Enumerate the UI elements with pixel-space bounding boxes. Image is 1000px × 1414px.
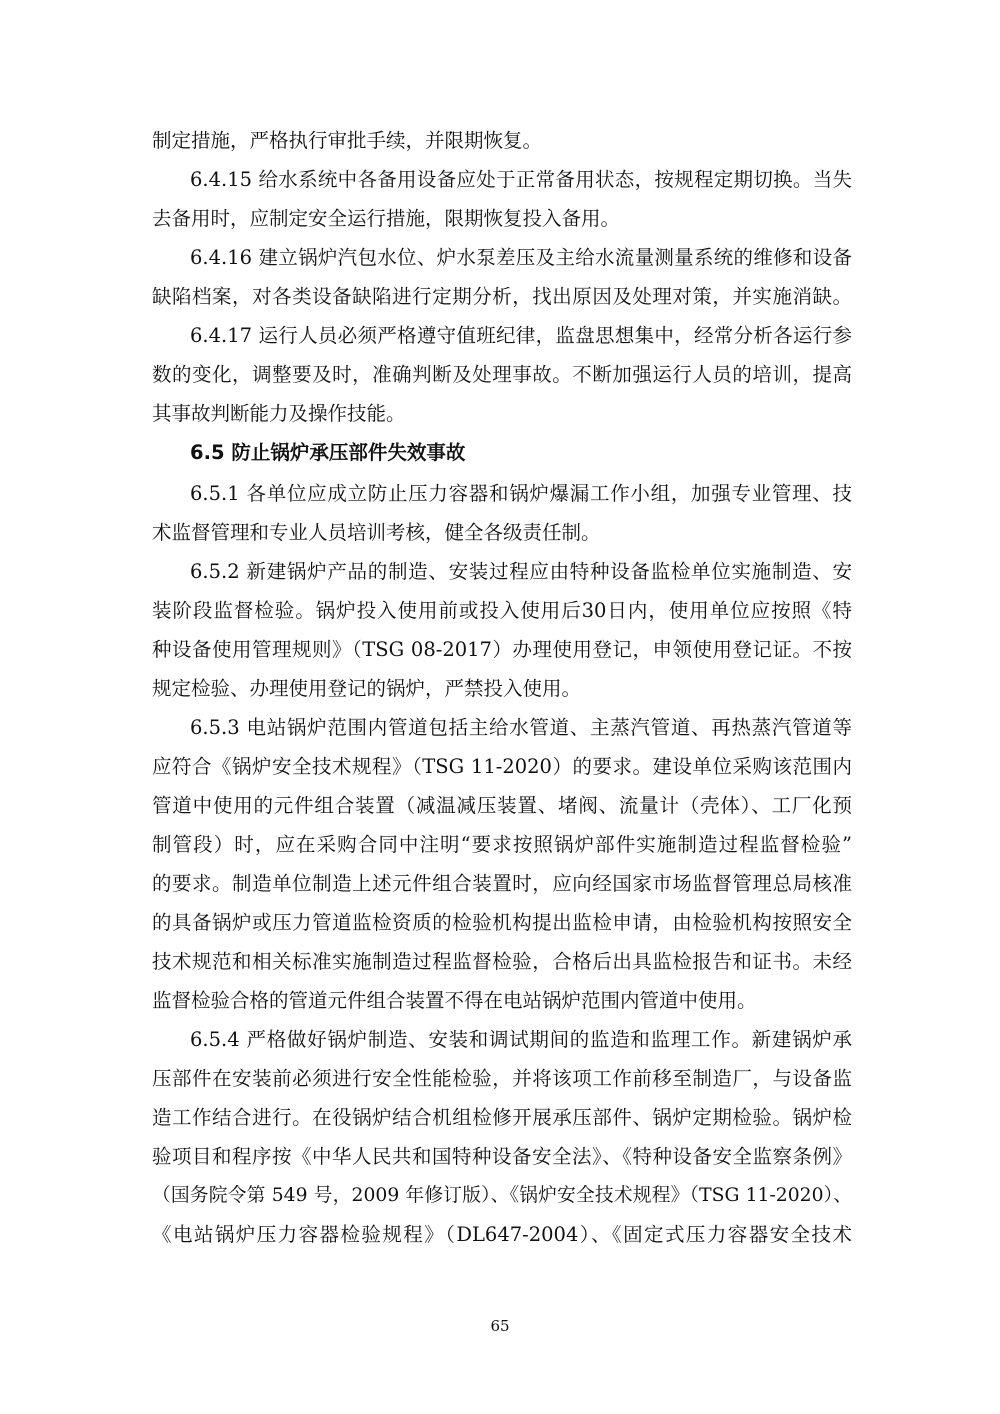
text-line: 6.5.4 严格做好锅炉制造、安装和调试期间的监造和监理工作。新建锅炉承: [190, 1028, 852, 1051]
text-line: 压部件在安装前必须进行安全性能检验，并将该项工作前移至制造厂，与设备监: [152, 1067, 852, 1090]
text-line: 管道中使用的元件组合装置（减温减压装置、堵阀、流量计（壳体）、工厂化预: [152, 794, 852, 817]
page-number: 65: [490, 1317, 510, 1335]
text-line: 6.4.17 运行人员必须严格遵守值班纪律，监盘思想集中，经常分析各运行参: [190, 324, 852, 347]
text-line: 技术规范和相关标准实施制造过程监督检验，合格后出具监检报告和证书。未经: [152, 950, 852, 973]
text-line: 6.4.16 建立锅炉汽包水位、炉水泵差压及主给水流量测量系统的维修和设备: [190, 246, 852, 269]
text-line: 装阶段监督检验。锅炉投入使用前或投入使用后30日内，使用单位应按照《特: [152, 599, 852, 622]
text-line: 规定检验、办理使用登记的锅炉，严禁投入使用。: [152, 677, 582, 700]
text-line: 的具备锅炉或压力管道监检资质的检验机构提出监检申请，由检验机构按照安全: [152, 911, 852, 934]
text-line: 《电站锅炉压力容器检验规程》（DL647-2004）、《固定式压力容器安全技术: [152, 1223, 852, 1246]
text-line: 6.5.1 各单位应成立防止压力容器和锅炉爆漏工作小组，加强专业管理、技: [190, 482, 852, 505]
text-line: 制管段）时，应在采购合同中注明“要求按照锅炉部件实施制造过程监督检验”: [152, 833, 852, 856]
text-line: 监督检验合格的管道元件组合装置不得在电站锅炉范围内管道中使用。: [152, 989, 757, 1012]
text-line: 的要求。制造单位制造上述元件组合装置时，应向经国家市场监督管理总局核准: [152, 872, 852, 895]
text-line: 缺陷档案，对各类设备缺陷进行定期分析，找出原因及处理对策，并实施消缺。: [152, 285, 852, 308]
text-line: 6.5.3 电站锅炉范围内管道包括主给水管道、主蒸汽管道、再热蒸汽管道等: [190, 716, 852, 739]
text-line: 造工作结合进行。在役锅炉结合机组检修开展承压部件、锅炉定期检验。锅炉检: [152, 1106, 852, 1129]
text-line: 6.4.15 给水系统中各备用设备应处于正常备用状态，按规程定期切换。当失: [190, 168, 852, 191]
text-line: 术监督管理和专业人员培训考核，健全各级责任制。: [152, 521, 601, 544]
text-line: 应符合《锅炉安全技术规程》（TSG 11-2020）的要求。建设单位采购该范围内: [152, 755, 852, 778]
text-line: 验项目和程序按《中华人民共和国特种设备安全法》、《特种设备安全监察条例》: [152, 1145, 852, 1168]
text-line: 去备用时，应制定安全运行措施，限期恢复投入备用。: [152, 207, 621, 230]
section-heading: 6.5 防止锅炉承压部件失效事故: [190, 441, 466, 464]
text-line: 其事故判断能力及操作技能。: [152, 402, 406, 425]
text-line: （国务院令第 549 号，2009 年修订版）、《锅炉安全技术规程》（TSG 11-2020）、: [152, 1185, 852, 1206]
text-line: 数的变化，调整要及时，准确判断及处理事故。不断加强运行人员的培训，提高: [152, 363, 852, 386]
text-line: 制定措施，严格执行审批手续，并限期恢复。: [152, 129, 543, 152]
text-line: 6.5.2 新建锅炉产品的制造、安装过程应由特种设备监检单位实施制造、安: [190, 560, 852, 583]
text-line: 种设备使用管理规则》（TSG 08-2017）办理使用登记，申领使用登记证。不按: [152, 638, 852, 661]
